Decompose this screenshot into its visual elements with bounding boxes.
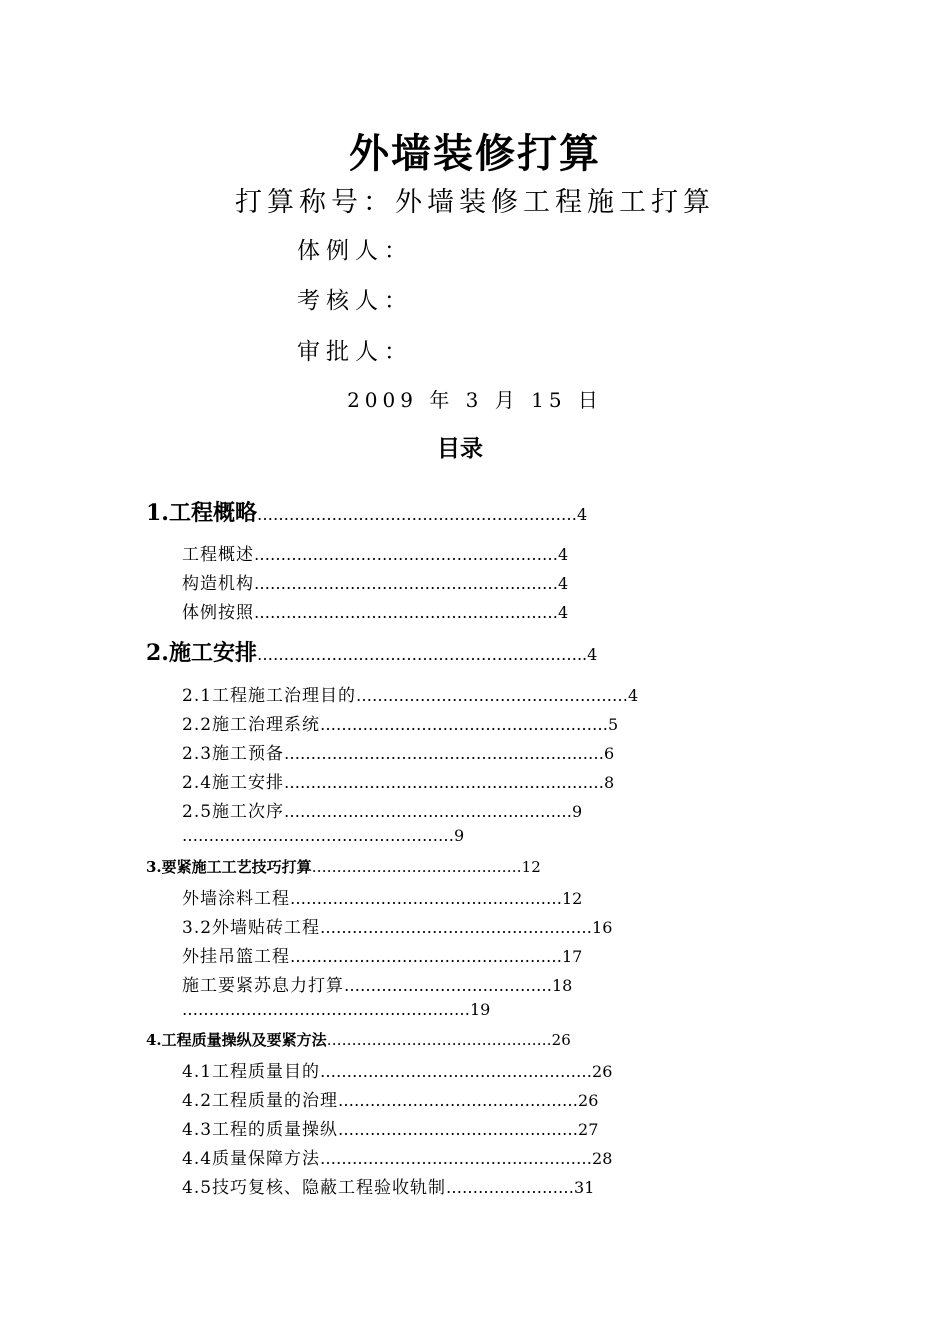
- toc-entry-page: 26: [578, 1091, 599, 1110]
- toc-entry-leader: …………………………………: [344, 976, 552, 995]
- toc-entry-2-6: [182, 826, 464, 846]
- toc-entry-page: 6: [604, 744, 615, 763]
- toc-entry-text: 外挂吊篮工程: [182, 947, 290, 967]
- toc-entry-2: [146, 636, 597, 667]
- toc-entry-page: 26: [592, 1062, 613, 1081]
- toc-entry-1-3: [182, 598, 568, 623]
- toc-entry-page: 4: [587, 645, 598, 664]
- toc-entry-1: [146, 496, 587, 527]
- toc-entry-leader: ………………………………………: [326, 1031, 552, 1049]
- toc-entry-leader: ……………………………………………: [290, 889, 562, 908]
- toc-entry-leader: ……………………………………………: [320, 918, 593, 937]
- toc-entry-text: 2.5施工次序: [182, 802, 285, 822]
- toc-entry-4: [146, 1029, 571, 1050]
- toc-entry-leader: ……………………………………………………..: [256, 645, 588, 664]
- document-subtitle: 打算称号：外墙装修工程施工打算: [235, 187, 715, 218]
- toc-entry-text: 4.5技巧复核、隐蔽工程验收轨制: [182, 1178, 447, 1198]
- toc-entry-leader: ………………………………………: [338, 1091, 579, 1110]
- toc-entry-page: 12: [521, 858, 541, 876]
- signature-reviewer: 考核人：: [297, 288, 413, 314]
- toc-entry-4-2: [182, 1086, 598, 1111]
- toc-entry-leader: ……………………………………………………: [256, 505, 577, 524]
- toc-entry-3-2: [182, 913, 612, 938]
- toc-entry-leader: ……………………………………………………: [284, 744, 605, 763]
- toc-entry-leader: ……………………………………………: [320, 1062, 593, 1081]
- toc-entry-page: 4: [558, 574, 569, 593]
- toc-entry-leader: …………………………………………………: [254, 574, 558, 593]
- toc-entry-leader: ………………………………………………: [284, 802, 573, 821]
- toc-entry-text: 外墙涂料工程: [182, 889, 290, 909]
- toc-entry-leader: …………………………………………………: [254, 545, 558, 564]
- toc-entry-text: 2.施工安排: [146, 640, 257, 666]
- toc-entry-1-1: [182, 540, 568, 565]
- toc-entry-leader: ………………………………………………: [320, 715, 609, 734]
- toc-entry-page: 5: [608, 715, 619, 734]
- toc-entry-4-5: [182, 1173, 594, 1198]
- document-date: 2009 年 3 月 15 日: [347, 388, 603, 412]
- toc-entry-leader: ……………………………………………: [290, 947, 562, 966]
- toc-entry-page: 4: [576, 505, 588, 524]
- toc-entry-2-1: [182, 681, 638, 706]
- toc-entry-page: 27: [578, 1120, 599, 1139]
- toc-entry-4-4: [182, 1144, 612, 1169]
- toc-entry-text: 4.工程质量操纵及要紧方法: [146, 1031, 327, 1049]
- toc-entry-leader: ……………………………………: [311, 858, 522, 876]
- toc-entry-text: 3.2外墙贴砖工程: [182, 918, 321, 938]
- toc-entry-2-4: [182, 768, 614, 793]
- signature-approver: 审批人：: [297, 339, 413, 365]
- toc-entry-text: 4.4质量保障方法: [182, 1149, 321, 1169]
- toc-entry-2-5: [182, 797, 582, 822]
- toc-entry-page: 19: [470, 1000, 491, 1019]
- toc-entry-page: 12: [562, 889, 583, 908]
- signature-compiler: 体例人：: [297, 238, 413, 264]
- toc-entry-1-2: [182, 569, 568, 594]
- toc-entry-2-3: [182, 739, 614, 764]
- toc-entry-text: 构造机构: [182, 574, 254, 594]
- toc-entry-text: 2.4施工安排: [182, 773, 285, 793]
- toc-entry-page: 4: [558, 545, 569, 564]
- toc-entry-2-2: [182, 710, 618, 735]
- toc-heading: 目录: [437, 435, 483, 462]
- toc-entry-leader: ………………………………………………: [182, 1000, 470, 1019]
- toc-entry-text: 2.3施工预备: [182, 744, 285, 764]
- toc-entry-page: 28: [592, 1149, 613, 1168]
- toc-entry-text: 2.2施工治理系统: [182, 715, 321, 735]
- toc-entry-leader: ……………………………………………: [356, 686, 629, 705]
- toc-entry-4-1: [182, 1057, 612, 1082]
- toc-entry-page: 31: [574, 1178, 595, 1197]
- toc-entry-page: 8: [604, 773, 615, 792]
- toc-entry-text: 2.1工程施工治理目的: [182, 686, 357, 706]
- toc-entry-page: 4: [558, 603, 569, 622]
- toc-entry-text: 1.工程概略: [146, 500, 257, 526]
- toc-entry-leader: ……………………………………………: [320, 1149, 593, 1168]
- toc-entry-3-5: [182, 1000, 490, 1020]
- toc-entry-page: 17: [562, 947, 583, 966]
- toc-entry-page: 16: [592, 918, 613, 937]
- toc-entry-text: 4.2工程质量的治理: [182, 1091, 339, 1111]
- toc-entry-leader: ……………………………………………………: [284, 773, 605, 792]
- toc-entry-text: 3.要紧施工工艺技巧打算: [146, 858, 312, 876]
- toc-entry-text: 4.1工程质量目的: [182, 1062, 321, 1082]
- toc-entry-3-4: [182, 971, 572, 996]
- toc-entry-leader: …………………………………………………: [254, 603, 558, 622]
- document-title: 外墙装修打算: [349, 130, 601, 177]
- toc-entry-leader: ………………………………………: [338, 1120, 579, 1139]
- toc-entry-page: 9: [454, 826, 465, 845]
- toc-entry-page: 26: [551, 1031, 571, 1049]
- toc-entry-4-3: [182, 1115, 598, 1140]
- toc-entry-3-1: [182, 884, 582, 909]
- toc-entry-3-3: [182, 942, 582, 967]
- toc-entry-text: 4.3工程的质量操纵: [182, 1120, 339, 1140]
- toc-entry-text: 施工要紧苏息力打算: [182, 976, 344, 996]
- toc-entry-page: 4: [628, 686, 639, 705]
- toc-entry-leader: ……………………: [446, 1178, 575, 1197]
- toc-entry-leader: ……………………………………………: [182, 826, 454, 845]
- toc-entry-page: 9: [572, 802, 583, 821]
- toc-entry-page: 18: [552, 976, 573, 995]
- toc-entry-text: 工程概述: [182, 545, 254, 565]
- toc-entry-3: [146, 856, 541, 877]
- toc-entry-text: 体例按照: [182, 603, 254, 623]
